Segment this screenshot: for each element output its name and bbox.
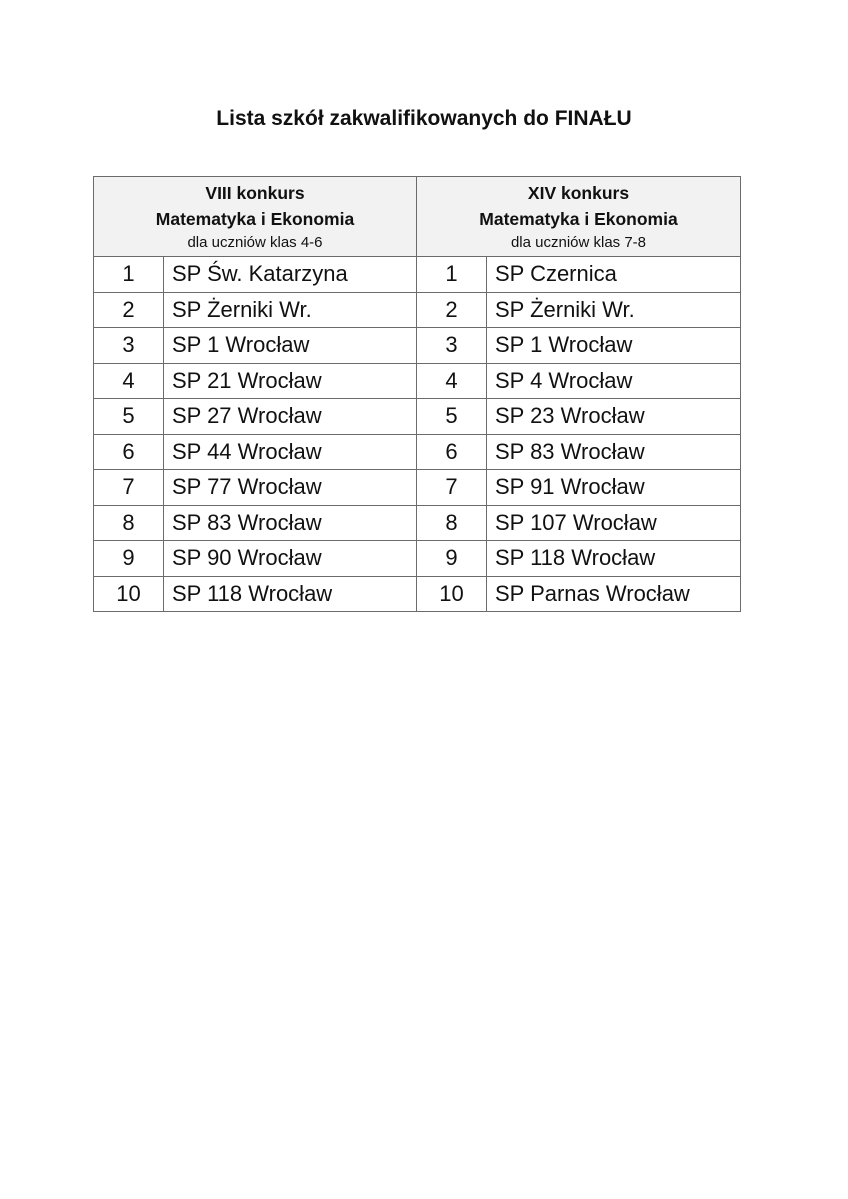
left-rank: 7: [94, 470, 164, 506]
right-contest-audience: dla uczniów klas 7-8: [510, 233, 647, 251]
left-school-name: SP 90 Wrocław: [164, 541, 417, 577]
right-rank: 2: [417, 292, 487, 328]
left-rank: 3: [94, 328, 164, 364]
right-school-name: SP 4 Wrocław: [487, 363, 741, 399]
left-contest-audience: dla uczniów klas 4-6: [187, 233, 323, 251]
right-column-header: [417, 177, 741, 257]
finalists-table: [93, 176, 741, 612]
right-rank: 9: [417, 541, 487, 577]
right-rank: 4: [417, 363, 487, 399]
left-rank: 4: [94, 363, 164, 399]
right-contest-subject: Matematyka i Ekonomia: [479, 208, 678, 229]
right-rank: 8: [417, 505, 487, 541]
right-school-name: SP 107 Wrocław: [487, 505, 741, 541]
left-contest-name: VIII konkurs: [205, 182, 305, 203]
left-school-name: SP 44 Wrocław: [164, 434, 417, 470]
right-school-name: SP 83 Wrocław: [487, 434, 741, 470]
table-row: [94, 505, 741, 541]
right-contest-name: XIV konkurs: [527, 182, 630, 203]
right-school-name: SP 91 Wrocław: [487, 470, 741, 506]
left-school-name: SP 83 Wrocław: [164, 505, 417, 541]
right-rank: 6: [417, 434, 487, 470]
right-school-name: SP 1 Wrocław: [487, 328, 741, 364]
right-school-name: SP Czernica: [487, 257, 741, 293]
left-column-header: [94, 177, 417, 257]
left-rank: 8: [94, 505, 164, 541]
table-row: [94, 257, 741, 293]
page-title: Lista szkół zakwalifikowanych do FINAŁU: [216, 107, 632, 130]
table-row: [94, 292, 741, 328]
left-rank: 5: [94, 399, 164, 435]
left-school-name: SP 21 Wrocław: [164, 363, 417, 399]
left-rank: 2: [94, 292, 164, 328]
left-rank: 9: [94, 541, 164, 577]
table-row: [94, 434, 741, 470]
left-school-name: SP 118 Wrocław: [164, 576, 417, 612]
left-rank: 1: [94, 257, 164, 293]
right-rank: 5: [417, 399, 487, 435]
left-school-name: SP Żerniki Wr.: [164, 292, 417, 328]
left-school-name: SP 27 Wrocław: [164, 399, 417, 435]
left-school-name: SP 77 Wrocław: [164, 470, 417, 506]
table-row: [94, 328, 741, 364]
table-row: [94, 470, 741, 506]
right-rank: 10: [417, 576, 487, 612]
left-contest-subject: Matematyka i Ekonomia: [155, 208, 355, 229]
right-school-name: SP 118 Wrocław: [487, 541, 741, 577]
left-rank: 6: [94, 434, 164, 470]
right-rank: 3: [417, 328, 487, 364]
table-header-row: [94, 177, 741, 257]
left-rank: 10: [94, 576, 164, 612]
table-row: [94, 541, 741, 577]
table-row: [94, 576, 741, 612]
right-rank: 7: [417, 470, 487, 506]
left-school-name: SP Św. Katarzyna: [164, 257, 417, 293]
right-rank: 1: [417, 257, 487, 293]
left-school-name: SP 1 Wrocław: [164, 328, 417, 364]
table-row: [94, 399, 741, 435]
right-school-name: SP Parnas Wrocław: [487, 576, 741, 612]
right-school-name: SP 23 Wrocław: [487, 399, 741, 435]
right-school-name: SP Żerniki Wr.: [487, 292, 741, 328]
table-row: [94, 363, 741, 399]
